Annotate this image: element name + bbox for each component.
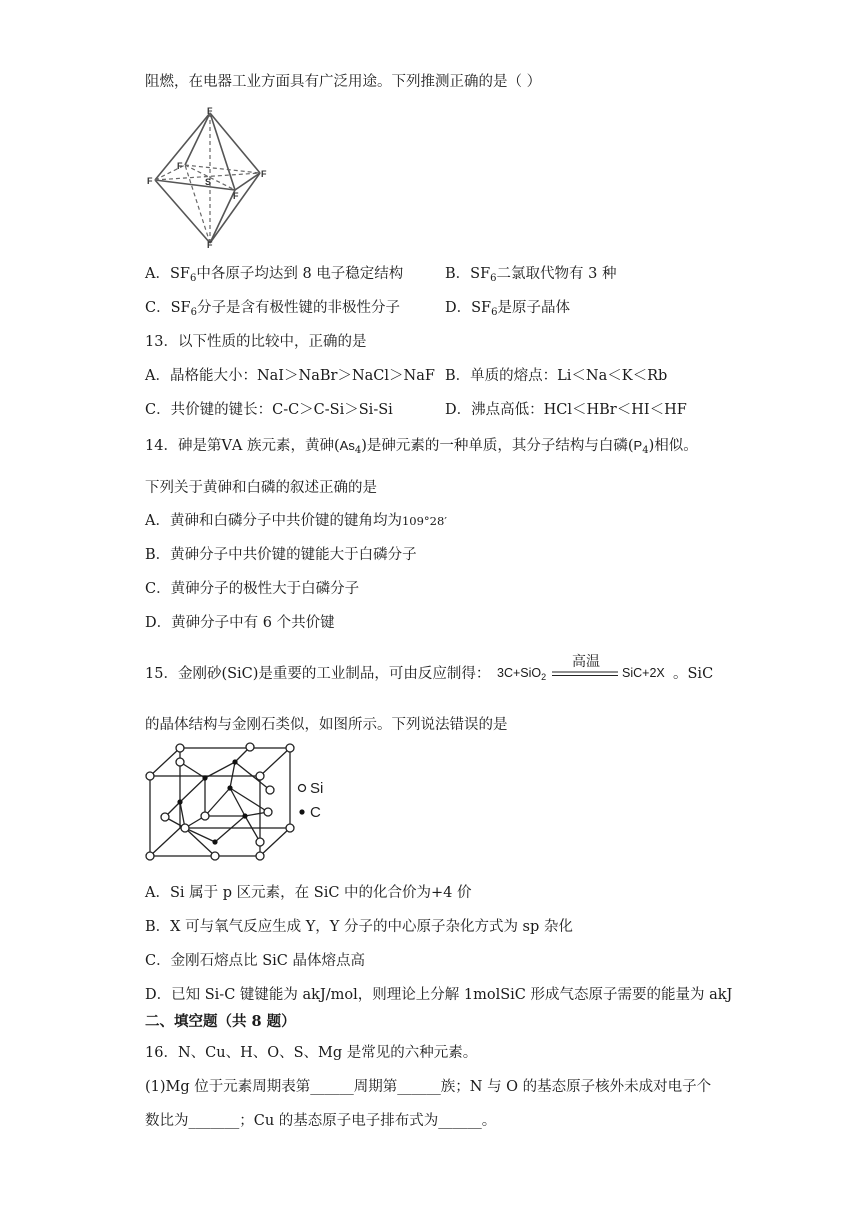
q13-stem: 13．以下性质的比较中，正确的是 — [145, 334, 367, 350]
fig-label-bottom: F — [207, 240, 213, 250]
sic-crystal-figure — [140, 742, 340, 867]
legend-si-label: Si — [310, 780, 324, 797]
q12-option-a: A．$SF_6$中各原子均达到 8 电子稳定结构 — [145, 266, 404, 284]
q16-part1-line1: (1)Mg 位于元素周期表第______周期第______族；N 与 O 的基态原子核外未成对电子个 — [145, 1079, 712, 1095]
q15-option-b: B．X 可与氧气反应生成 Y，Y 分子的中心原子杂化方式为 sp 杂化 — [145, 919, 573, 935]
q14-option-c: C．黄砷分子的极性大于白磷分子 — [145, 581, 360, 597]
legend-si-marker — [299, 785, 306, 792]
sf6-structure-figure — [145, 105, 275, 250]
q12-option-c: C．$SF_6$分子是含有极性键的非极性分子 — [145, 300, 400, 318]
reaction-equals-sign — [550, 670, 620, 678]
q13-option-a: A．晶格能大小：NaI＞NaBr＞NaCl＞NaF — [145, 368, 435, 384]
q15-stem-line2: 的晶体结构与金刚石类似，如图所示。下列说法错误的是 — [145, 717, 508, 733]
q14-option-d: D．黄砷分子中有 6 个共价键 — [145, 615, 335, 631]
q15-option-d: D．已知 Si-C 键键能为 akJ/mol，则理论上分解 1molSiC 形成气态原子需要的能量为 akJ — [145, 987, 733, 1003]
q15-stem-line1: 15．金刚砂(SiC)是重要的工业制品，可由反应制得： — [145, 666, 491, 682]
fig-label-front-right: F — [233, 191, 239, 201]
reaction-condition: 高温 — [572, 654, 600, 670]
q12-stem-tail: 阻燃，在电器工业方面具有广泛用途。下列推测正确的是（ ） — [145, 74, 542, 90]
fig-label-center: S — [205, 177, 212, 187]
section-title: 二、填空题（共 8 题） — [145, 1013, 296, 1030]
fig-label-top: F — [207, 106, 213, 116]
reaction-left: 3C+SiO$_2$ — [497, 666, 547, 682]
q12-option-b: B．$SF_6$二氯取代物有 3 种 — [445, 266, 617, 284]
q13-option-b: B．单质的熔点：Li＜Na＜K＜Rb — [445, 368, 668, 384]
q16-stem: 16．N、Cu、H、O、S、Mg 是常见的六种元素。 — [145, 1045, 478, 1061]
q14-option-a: A．黄砷和白磷分子中共价键的键角均为109°28′ — [145, 513, 447, 529]
q16-part1-line2: 数比为_______；Cu 的基态原子电子排布式为______。 — [145, 1113, 497, 1129]
fig-label-left: F — [147, 176, 153, 186]
q14-stem-line1: 14．砷是第ⅤA 族元素，黄砷$(As_4)$是砷元素的一种单质，其分子结构与白磷$(P_4)$相似。 — [145, 438, 698, 456]
fig-label-front-left: F — [177, 161, 183, 171]
q13-option-c: C．共价键的键长：C-C＞C-Si＞Si-Si — [145, 402, 393, 418]
q15-stem-line1-end: 。SiC — [673, 666, 714, 682]
q15-option-a: A．Si 属于 p 区元素，在 SiC 中的化合价为+4 价 — [145, 885, 472, 901]
reaction-right: SiC+2X — [622, 666, 665, 680]
q14-option-b: B．黄砷分子中共价键的键能大于白磷分子 — [145, 547, 417, 563]
legend-c-marker — [299, 809, 304, 814]
fig-label-right: F — [261, 169, 267, 179]
q15-option-c: C．金刚石熔点比 SiC 晶体熔点高 — [145, 953, 365, 969]
legend-c-label: C — [310, 804, 321, 821]
q14-stem-line2: 下列关于黄砷和白磷的叙述正确的是 — [145, 480, 377, 496]
q12-option-d: D．$SF_6$是原子晶体 — [445, 300, 570, 318]
q13-option-d: D．沸点高低：HCl＜HBr＜HI＜HF — [445, 402, 687, 418]
